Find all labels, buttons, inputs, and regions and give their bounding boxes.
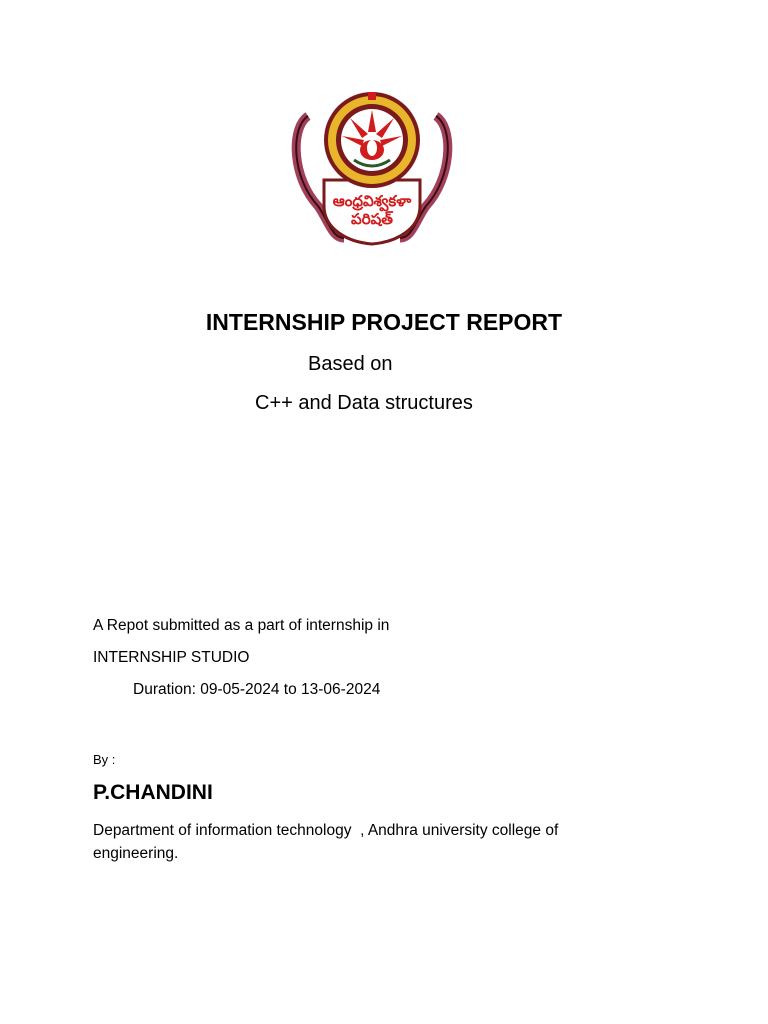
report-title: INTERNSHIP PROJECT REPORT [205,309,563,335]
by-label: By : [93,752,116,767]
author-department: Department of information technology , Andhra university college of engineering. [93,822,563,862]
organization-name: INTERNSHIP STUDIO [93,649,250,666]
university-emblem-logo [288,88,456,252]
based-on-label: Based on [308,353,393,375]
internship-duration: Duration: 09-05-2024 to 13-06-2024 [133,681,381,698]
report-subject: C++ and Data structures [255,392,473,414]
submission-statement: A Repot submitted as a part of internship in [93,617,390,634]
author-name: P.CHANDINI [93,781,213,804]
emblem-script-text: ఆంధ్రవిశ్వకళా పరిషత్ [332,192,412,228]
